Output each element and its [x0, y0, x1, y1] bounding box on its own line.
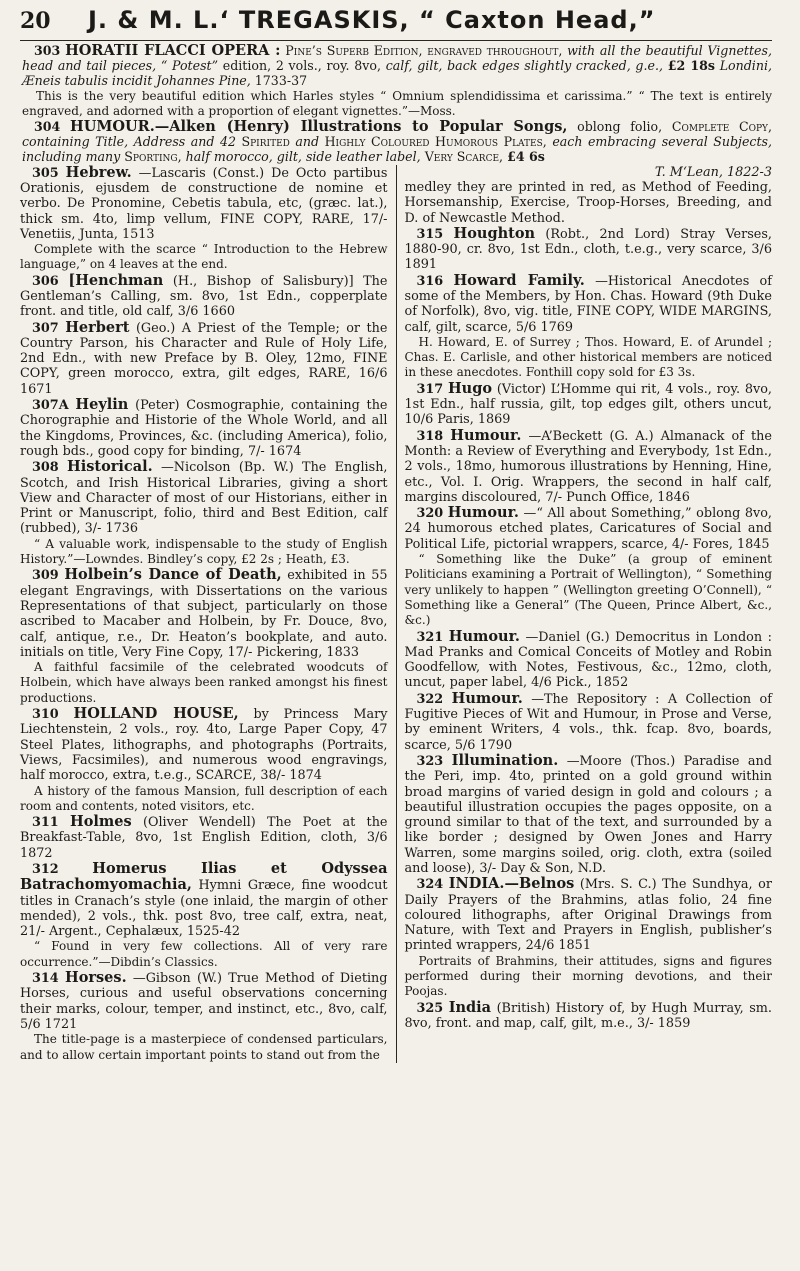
entry-heading: HOLLAND HOUSE,: [73, 705, 239, 723]
head-rule: [20, 40, 772, 41]
entry-text: (Robt., 2nd Lord) Stray Verses, 1880-90, cr. 8vo, 1st Edn., cloth, t.e.g., very scarce, 3/6 1891: [404, 226, 772, 273]
entry-note: “ Something like the Duke” (a group of eminent Politicians examining a Portrait of Wellington), “ Something very unlikely to happen ” (Wellington greeting O’Connell), “ Something like a General” (The Queen, Prince Albert, &c., &c.): [404, 552, 772, 628]
catalogue-entry-317: [405, 381, 773, 428]
entry-number: 322: [416, 691, 444, 707]
entry-heading: Humour.: [450, 426, 522, 444]
entry-heading: Homerus Ilias et Odyssea Batrachomyomachia,: [20, 859, 388, 894]
entry-heading: Horses.: [65, 969, 127, 987]
entry-number: 314: [32, 971, 59, 987]
catalogue-entry-324: [405, 876, 773, 953]
entry-text: (H., Bishop of Salisbury)] The Gentleman’s Calling, sm. 8vo, 1st Edn., copperplate front. and title, old calf, 3/6 1660: [20, 273, 388, 320]
entry-heading: Howard Family.: [453, 271, 585, 289]
entry-number: 320: [416, 506, 444, 522]
entry-text: (Geo.) A Priest of the Temple; or the Country Parson, his Character and Rule of Holy Life, 2nd Edn., with new Preface by B. Oley, 12mo, FINE COPY, green morocco, extra, gilt edges, RARE, 16/6 1671: [20, 320, 388, 397]
catalogue-entry-305: [20, 165, 388, 242]
entry-text: —“ All about Something,” oblong 8vo, 24 humorous etched plates, Caricatures of Social and Political Life, pictorial wrappers, scarce, 4/- Fores, 1845: [404, 506, 773, 552]
entry-heading: Hebrew.: [65, 163, 132, 181]
entry-heading: India: [448, 998, 492, 1016]
entry-number: 309: [32, 568, 59, 584]
entry-number: 317: [416, 381, 444, 397]
entry-note: “ Found in very few collections. All of very rare occurrence.”—Dibdin’s Classics.: [20, 939, 388, 969]
entry-heading: Illumination.: [451, 751, 559, 769]
catalogue-entry-312: [20, 861, 388, 939]
entry-heading: [Henchman: [68, 271, 164, 289]
entry-text: exhibited in 55 elegant Engravings, with Dissertations on the various Representations of that subject, particularly on those ascribed to Macaber and Holbein, by Fr. Douce, 8vo, calf, antique, r.e., Dr. Heaton’s bookplate, and auto. initials on title, Very Fine Copy, 17/- Pickering, 1833: [20, 568, 388, 660]
entry-text: (Peter) Cosmographie, containing the Chorographie and Historie of the Whole World, and all the Kingdoms, Provinces, &c. (including America), folio, rough bds., good copy for binding, 7/- 1674: [20, 398, 388, 459]
entry-number: 306: [32, 273, 59, 289]
entry-note: H. Howard, E. of Surrey ; Thos. Howard, E. of Arundel ; Chas. E. Carlisle, and other historical members are noticed in these anecdotes. Fonthill copy sold for £3 3s.: [404, 334, 772, 380]
catalogue-entry-323: [405, 753, 773, 876]
entry-number: 321: [416, 629, 444, 645]
entry-heading: Historical.: [67, 458, 153, 476]
left-column: [20, 165, 397, 1063]
entry-number: 315: [416, 226, 444, 242]
entry-text: —Gibson (W.) True Method of Dieting Horses, curious and useful observations concerning their marks, colour, temper, and instinct, etc., 8vo, calf, 5/6 1721: [20, 971, 388, 1032]
entry-heading: Hugo: [447, 379, 493, 397]
entry-note: The title-page is a masterpiece of condensed particulars, and to allow certain important points to stand out from the: [20, 1032, 388, 1062]
catalogue-entry-311: [20, 814, 388, 861]
entry-heading: Heylin: [75, 396, 129, 414]
entry-note-303: This is the very beautiful edition which Harles styles “ Omnium splendidissima et carissima.” “ The text is entirely engraved, and adorned with a proportion of elegant vignettes.”—Moss.: [22, 88, 772, 118]
running-head: [20, 0, 772, 40]
right-column: [397, 165, 773, 1063]
entry-text: —The Repository : A Collection of Fugitive Pieces of Wit and Humour, in Prose and Verse, by eminent Writers, 4 vols., thk. fcap. 8vo, boards, scarce, 5/6 1790: [404, 691, 772, 753]
entry-heading: INDIA.—Belnos: [448, 875, 575, 893]
entry-text: (Victor) L’Homme qui rit, 4 vols., roy. 8vo, 1st Edn., half russia, gilt, top edges gilt, others uncut, 10/6 Paris, 1869: [404, 381, 772, 428]
two-column-listing: [20, 165, 772, 1063]
entry-note: A faithful facsimile of the celebrated woodcuts of Holbein, which have always been ranked amongst his finest productions.: [20, 660, 388, 705]
entry-heading: Houghton: [453, 224, 536, 242]
entry-number: 324: [416, 877, 444, 893]
catalogue-entry-307A: [20, 397, 388, 459]
entry-number: 305: [32, 165, 59, 181]
catalogue-entry-continued: [405, 180, 773, 226]
entry-number: 310: [32, 707, 59, 723]
entry-number: 311: [32, 815, 59, 831]
running-head-title: J. & M. L.‘ TREGASKIS, “ Caxton Head,”: [88, 6, 656, 34]
catalogue-entry-306: [20, 273, 388, 320]
entry-number: 308: [32, 460, 59, 476]
catalogue-entry-316: [405, 273, 773, 335]
entry-note: “ A valuable work, indispensable to the study of English History.”—Lowndes. Bindley’s copy, £2 2s ; Heath, £3.: [20, 536, 388, 567]
page-number: 20: [20, 8, 51, 34]
full-width-entries: [20, 43, 772, 165]
entry-text: medley they are printed in red, as Method of Feeding, Horsemanship, Exercise, Troop-Horses, Breeding, and D. of Newcastle Method.: [404, 179, 772, 226]
entry-text: by Princess Mary Liechtenstein, 2 vols., roy. 4to, Large Paper Copy, 47 Steel Plates, lithographs, and photographs (Portraits, Views, Facsimiles), and numerous wood engravings, half morocco, extra, t.e.g., SCARCE, 38/- 1874: [20, 707, 388, 784]
entry-text: —Lascaris (Const.) De Octo partibus Orationis, ejusdem de constructione de nomine et verbo. De Pronomine, Cebetis tabula, etc, (græc. lat.), thick sm. 4to, limp vellum, FINE COPY, RARE, 17/- Venetiis, Junta, 1513: [20, 165, 388, 242]
entry-text: Hymni Græce, fine woodcut titles in Cranach’s style (one inlaid, the margin of other mended), 2 vols., thk. post 8vo, tree calf, extra, neat, 21/- Argent., Cephalæux, 1525-42: [20, 878, 388, 940]
catalogue-entry-325: [405, 1000, 773, 1032]
entry-text: (Oliver Wendell) The Poet at the Breakfast-Table, 8vo, 1st English Edition, cloth, 3/6 1872: [20, 815, 388, 861]
entry-note: Complete with the scarce “ Introduction to the Hebrew language,” on 4 leaves at the end.: [20, 242, 388, 272]
catalogue-entry-315: [405, 226, 773, 273]
entry-text: —Nicolson (Bp. W.) The English, Scotch, and Irish Historical Libraries, giving a short View and Character of most of our Historians, either in Print or Manuscript, folio, third and Best Edition, calf (rubbed), 3/- 1736: [20, 460, 388, 537]
catalogue-entry-304: 304 HUMOUR.—Alken (Henry) Illustrations to Popular Songs, oblong folio, Complete Copy, containing Title, Address and 42 Spirited and Highly Coloured Humorous Plates, each embracing several Subjects, including many Sporting, half morocco, gilt, side leather label, Very Scarce, £4 6s: [22, 118, 772, 165]
entry-heading: Holmes: [70, 813, 132, 831]
catalogue-entry-310: [20, 706, 388, 783]
entry-heading: Humour.: [447, 504, 519, 522]
entry-heading: Humour.: [451, 689, 523, 707]
entry-number: 307: [32, 320, 59, 336]
entry-text: —A’Beckett (G. A.) Almanack of the Month: a Review of Everything and Everybody, 1st Edn., 2 vols., 18mo, humorous illustrations by Henning, Hine, etc., Vol. I. Orig. Wrappers, the second in half calf, margins discoloured, 7/- Punch Office, 1846: [404, 428, 772, 505]
catalogue-entry-320: [405, 505, 773, 552]
entry-heading: Humour.: [448, 627, 520, 645]
entry-text: —Moore (Thos.) Paradise and the Peri, imp. 4to, printed on a gold ground within broad margins of varied design in gold and colours ; a beautiful illustration occupies the pages opposite, on a ground similar to that of the text, and surrounded by a like border ; designed by Owen Jones and Harry Warren, some margins soiled, orig. cloth, extra (soiled and loose), 3/- Day & Son, N.D.: [404, 753, 772, 876]
catalogue-entry-322: [405, 691, 773, 753]
entry-304-imprint: T. M‘Lean, 1822-3: [654, 164, 772, 180]
entry-note: A history of the famous Mansion, full description of each room and contents, noted visitors, etc.: [20, 783, 388, 813]
catalogue-entry-318: [405, 428, 773, 505]
entry-note: Portraits of Brahmins, their attitudes, signs and figures performed during their morning devotions, and their Poojas.: [404, 953, 772, 999]
entry-text: (British) History of, by Hugh Murray, sm. 8vo, front. and map, calf, gilt, m.e., 3/- 1859: [404, 1000, 772, 1031]
catalogue-entry-308: [20, 459, 388, 536]
entry-number: 323: [416, 753, 444, 769]
entry-text: —Historical Anecdotes of some of the Members, by Hon. Chas. Howard (9th Duke of Norfolk), 8vo, vig. title, FINE COPY, WIDE MARGINS, calf, gilt, scarce, 5/6 1769: [404, 273, 772, 335]
entry-heading: Holbein’s Dance of Death,: [64, 566, 282, 584]
catalogue-entry-307: [20, 320, 388, 397]
entry-number: 325: [416, 1000, 444, 1016]
catalogue-entry-309: [20, 567, 388, 660]
entry-heading: Herbert: [65, 318, 130, 336]
entry-number: 318: [416, 428, 444, 444]
catalogue-entry-303: 303 HORATII FLACCI OPERA : Pine’s Superb Edition, engraved throughout, with all the beautiful Vignettes, head and tail pieces, “ Potest” edition, 2 vols., roy. 8vo, calf, gilt, back edges slightly cracked, g.e., £2 18s Londini, Æneis tabulis incidit Johannes Pine, 1733-37: [22, 42, 772, 89]
entry-number: 312: [32, 861, 59, 877]
entry-number: 307A: [32, 398, 69, 414]
entry-text: (Mrs. S. C.) The Sundhya, or Daily Prayers of the Brahmins, atlas folio, 24 fine coloured lithographs, after Original Drawings from Nature, with Text and Prayers in English, publisher’s printed wrappers, 24/6 1851: [404, 877, 772, 954]
entry-text: —Daniel (G.) Democritus in London : Mad Pranks and Comical Conceits of Motley and Robin Goodfellow, with Notes, Festivous, &c., 12mo, cloth, uncut, paper label, 4/6 Pick., 1852: [404, 629, 772, 691]
entry-number: 316: [416, 273, 444, 289]
catalogue-entry-314: [20, 970, 388, 1032]
catalogue-entry-321: [405, 629, 773, 691]
